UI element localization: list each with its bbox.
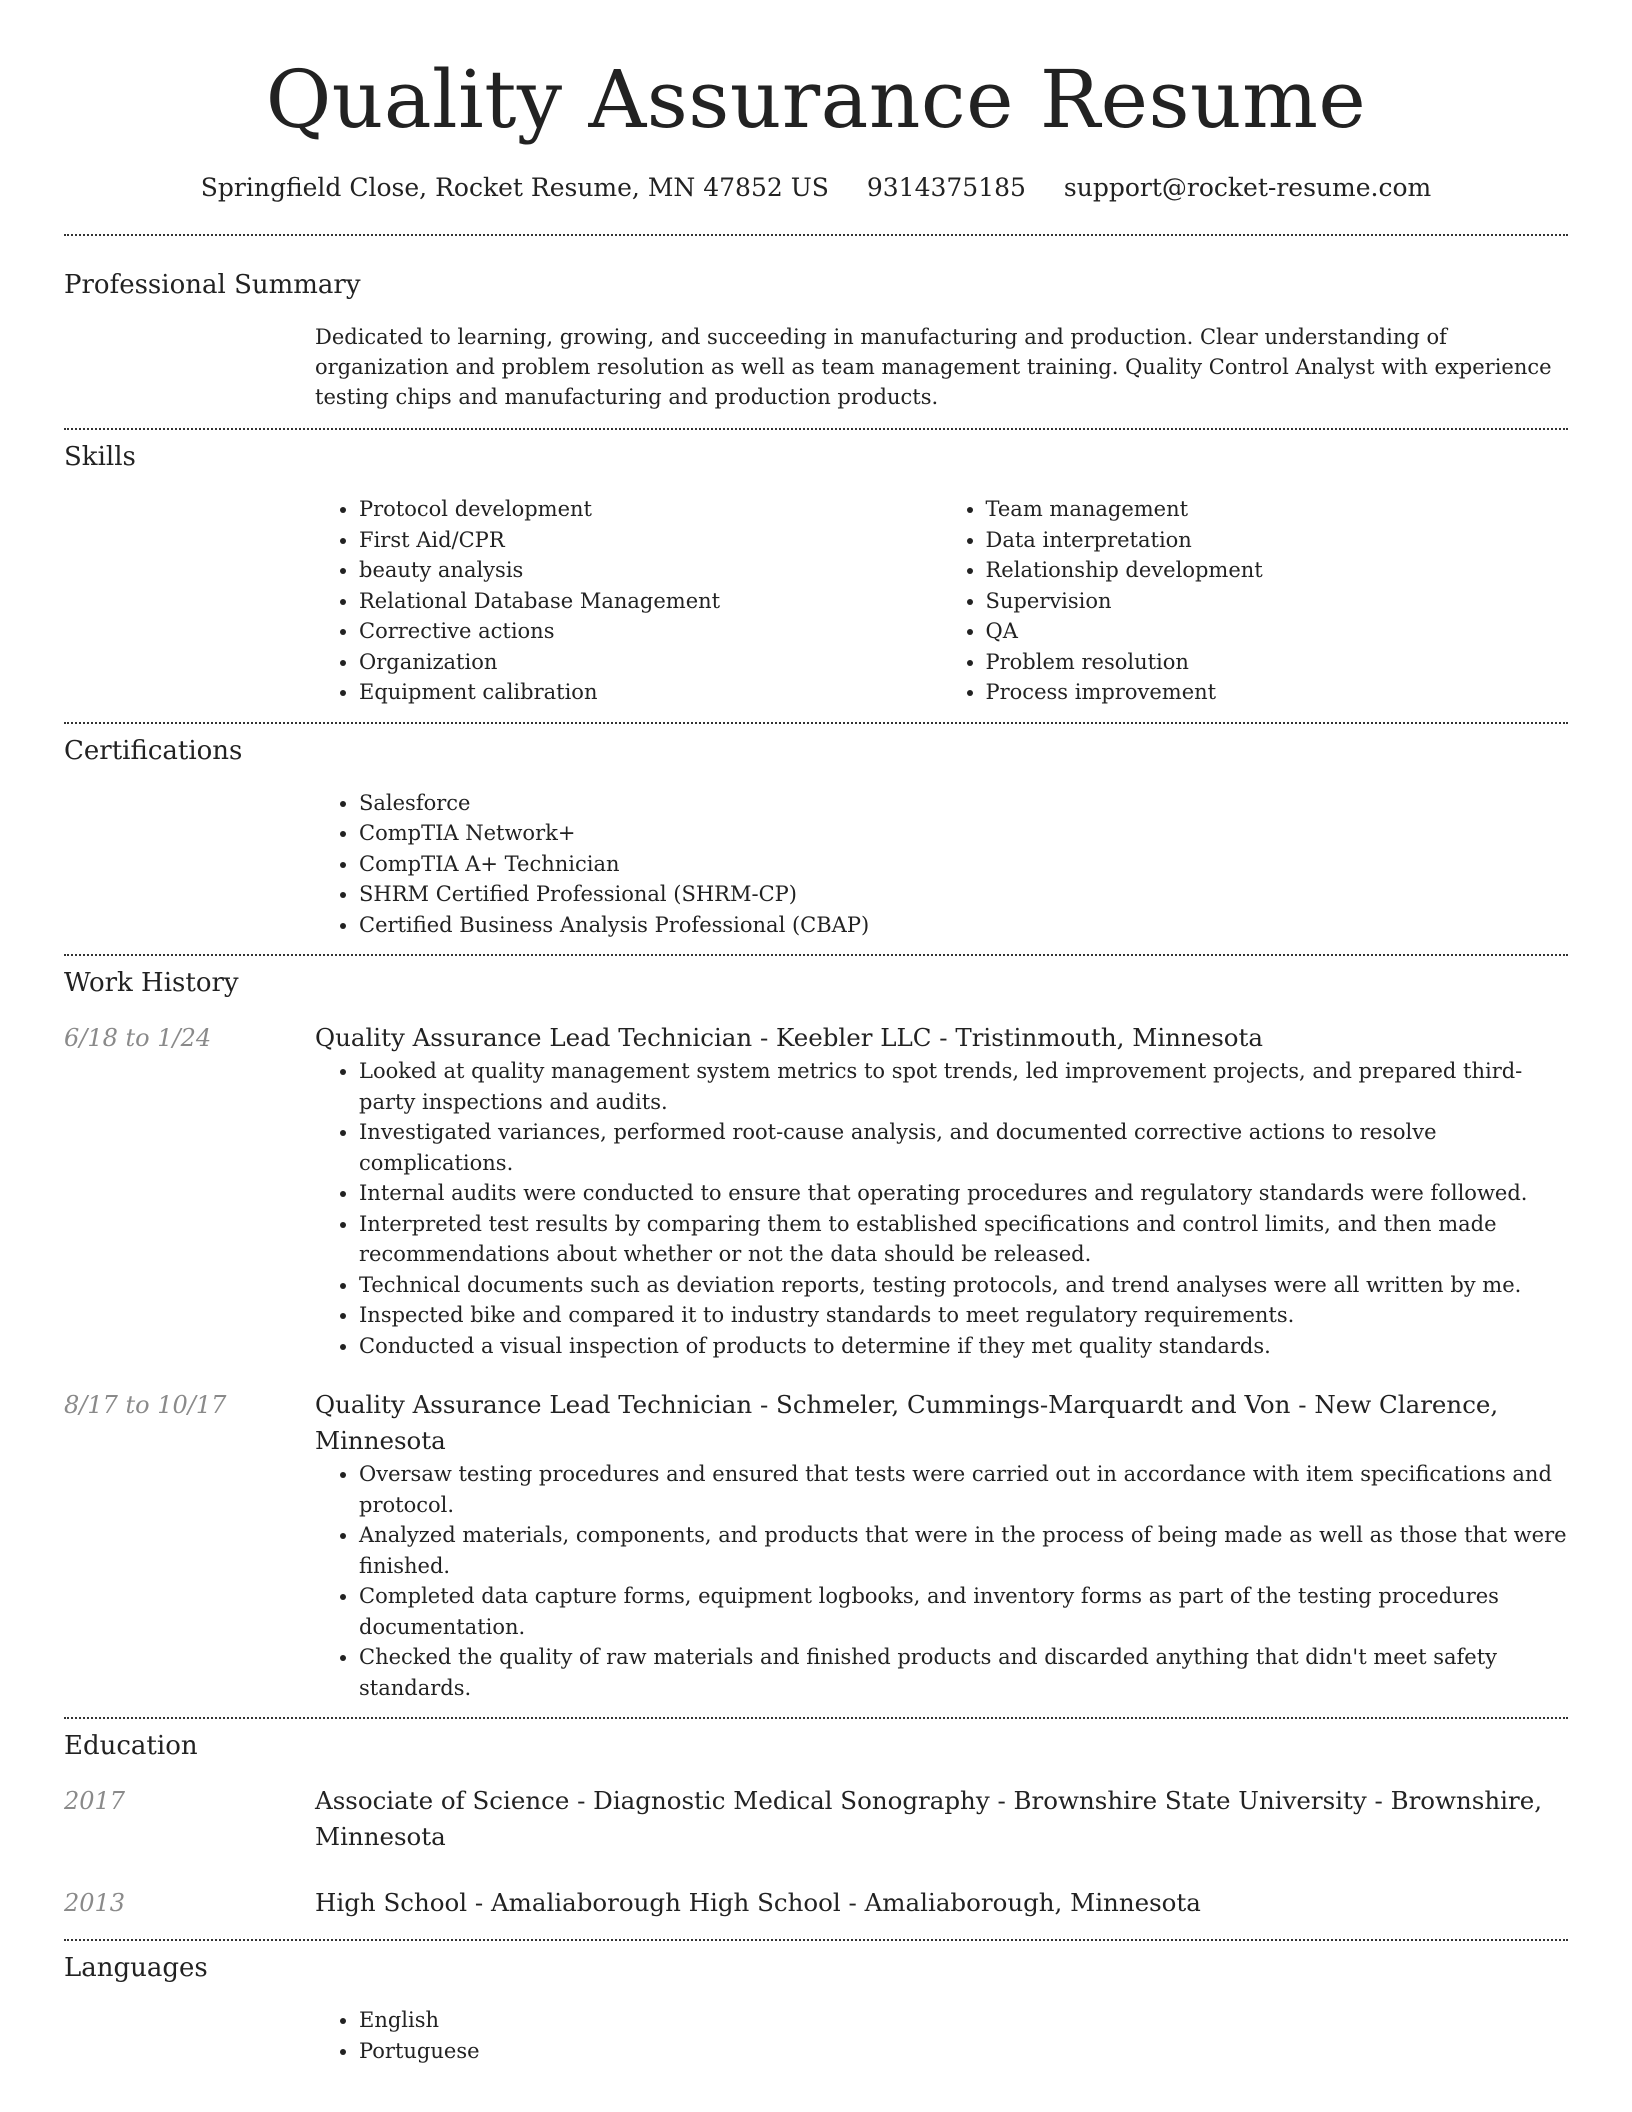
job-heading (315, 1020, 1568, 1056)
job-bullet: • Completed data capture forms, equipment logbooks, and inventory forms as part of the testing procedures documentation. (359, 1581, 1568, 1642)
skill-item: • Process improvement (986, 677, 1569, 708)
section-title-education: Education (64, 1731, 198, 1761)
job-company: Keebler LLC (776, 1023, 932, 1052)
education-details (315, 1885, 1568, 1921)
job-location: New Clarence, Minnesota (315, 1390, 1499, 1455)
job-role: Quality Assurance Lead Technician (315, 1023, 753, 1052)
certifications-list (315, 788, 1568, 941)
education-degree: Associate of Science - Diagnostic Medical Sonography (315, 1786, 990, 1815)
skills-column-left (315, 494, 942, 708)
education-location: Brownshire, Minnesota (315, 1786, 1542, 1851)
contact-email: support@rocket-resume.com (1063, 173, 1432, 202)
skill-item: • Relationship development (986, 555, 1569, 586)
skill-item: • Protocol development (359, 494, 942, 525)
job-bullets (315, 1056, 1568, 1361)
section-title-work: Work History (64, 968, 239, 998)
work-section (64, 956, 1568, 1717)
job-bullets (315, 1459, 1568, 1703)
job-location: Tristinmouth, Minnesota (955, 1023, 1263, 1052)
section-title-summary: Professional Summary (64, 270, 361, 300)
separator: - (931, 1023, 956, 1052)
separator: - (752, 1023, 777, 1052)
skill-item: • QA (986, 616, 1569, 647)
job-bullet: • Technical documents such as deviation reports, testing protocols, and trend analyses were all written by me. (359, 1270, 1568, 1301)
certifications-body (315, 788, 1568, 955)
job-bullet: • Oversaw testing procedures and ensured that tests were carried out in accordance with item specifications and protocol. (359, 1459, 1568, 1520)
job-dates: 6/18 to 1/24 (64, 1024, 212, 1052)
languages-body (315, 2005, 1568, 2066)
job-role: Quality Assurance Lead Technician (315, 1390, 753, 1419)
job-bullet: • Interpreted test results by comparing them to established specifications and control limits, and then made recommendations about whether or not the data should be released. (359, 1209, 1568, 1270)
separator: - (752, 1390, 777, 1419)
job-company: Schmeler, Cummings-Marquardt and Von (776, 1390, 1291, 1419)
job-bullet: • Conducted a visual inspection of products to determine if they met quality standards. (359, 1331, 1568, 1362)
skill-item: • Supervision (986, 586, 1569, 617)
skill-item: • First Aid/CPR (359, 525, 942, 556)
education-details (315, 1783, 1568, 1855)
job-details (315, 1020, 1568, 1361)
contact-address: Springfield Close, Rocket Resume, MN 47852 US (200, 173, 829, 202)
certification-item: • SHRM Certified Professional (SHRM-CP) (359, 879, 1568, 910)
skill-item: • Team management (986, 494, 1569, 525)
job-heading (315, 1387, 1568, 1459)
job-details (315, 1387, 1568, 1703)
language-item: • Portuguese (359, 2036, 1568, 2067)
job-bullet: • Looked at quality management system metrics to spot trends, led improvement projects, and prepared third-party inspections and audits. (359, 1056, 1568, 1117)
job-dates: 8/17 to 10/17 (64, 1391, 227, 1419)
summary-section (64, 236, 1568, 428)
education-degree: High School (315, 1888, 468, 1917)
separator: - (467, 1888, 491, 1917)
certification-item: • Salesforce (359, 788, 1568, 819)
separator: - (989, 1786, 1014, 1815)
job-bullet: • Checked the quality of raw materials and finished products and discarded anything that didn't meet safety standards. (359, 1642, 1568, 1703)
job-bullet: • Inspected bike and compared it to industry standards to meet regulatory requirements. (359, 1300, 1568, 1331)
job-entry (64, 1020, 1568, 1361)
skills-section (64, 430, 1568, 722)
certification-item: • CompTIA Network+ (359, 818, 1568, 849)
contact-phone: 9314375185 (866, 173, 1026, 202)
separator: - (840, 1888, 865, 1917)
section-title-certifications: Certifications (64, 735, 243, 766)
job-bullet: • Investigated variances, performed root-cause analysis, and documented corrective actions to resolve complications. (359, 1117, 1568, 1178)
resume-header (64, 0, 1568, 204)
contact-line (64, 172, 1568, 204)
certification-item: • Certified Business Analysis Professional (CBAP) (359, 910, 1568, 941)
skill-item: • Organization (359, 647, 942, 678)
skill-item: • Problem resolution (986, 647, 1569, 678)
skill-item: • Relational Database Management (359, 586, 942, 617)
summary-body (315, 322, 1568, 428)
skill-item: • Corrective actions (359, 616, 942, 647)
education-section (64, 1719, 1568, 1939)
education-entry (64, 1885, 1568, 1939)
education-location: Amaliaborough, Minnesota (864, 1888, 1201, 1917)
education-year: 2017 (64, 1787, 126, 1815)
language-item: • English (359, 2005, 1568, 2036)
section-title-skills: Skills (64, 442, 136, 472)
education-entry (64, 1783, 1568, 1855)
education-heading (315, 1885, 1568, 1921)
languages-section (64, 1941, 1568, 2066)
resume-title: Quality Assurance Resume (265, 53, 1367, 146)
job-bullet: • Analyzed materials, components, and products that were in the process of being made as well as those that were finished. (359, 1520, 1568, 1581)
skill-item: • Data interpretation (986, 525, 1569, 556)
skill-item: • beauty analysis (359, 555, 942, 586)
education-school: Brownshire State University (1013, 1786, 1367, 1815)
education-year: 2013 (64, 1889, 126, 1917)
separator: - (1366, 1786, 1391, 1815)
languages-list (315, 2005, 1568, 2066)
job-bullet: • Internal audits were conducted to ensure that operating procedures and regulatory standards were followed. (359, 1178, 1568, 1209)
certifications-section (64, 724, 1568, 955)
education-school: Amaliaborough High School (490, 1888, 841, 1917)
certification-item: • CompTIA A+ Technician (359, 849, 1568, 880)
skills-body (315, 494, 1568, 722)
separator: - (1290, 1390, 1315, 1419)
skills-column-right (942, 494, 1569, 708)
education-heading (315, 1783, 1568, 1855)
section-title-languages: Languages (64, 1953, 208, 1983)
skill-item: • Equipment calibration (359, 677, 942, 708)
job-entry (64, 1387, 1568, 1717)
summary-text: Dedicated to learning, growing, and succeeding in manufacturing and production. Clear understanding of organization and problem resolution as well as team management training. Quality Control Analyst with experience testing chips and manufacturing and production products. (315, 325, 1552, 409)
